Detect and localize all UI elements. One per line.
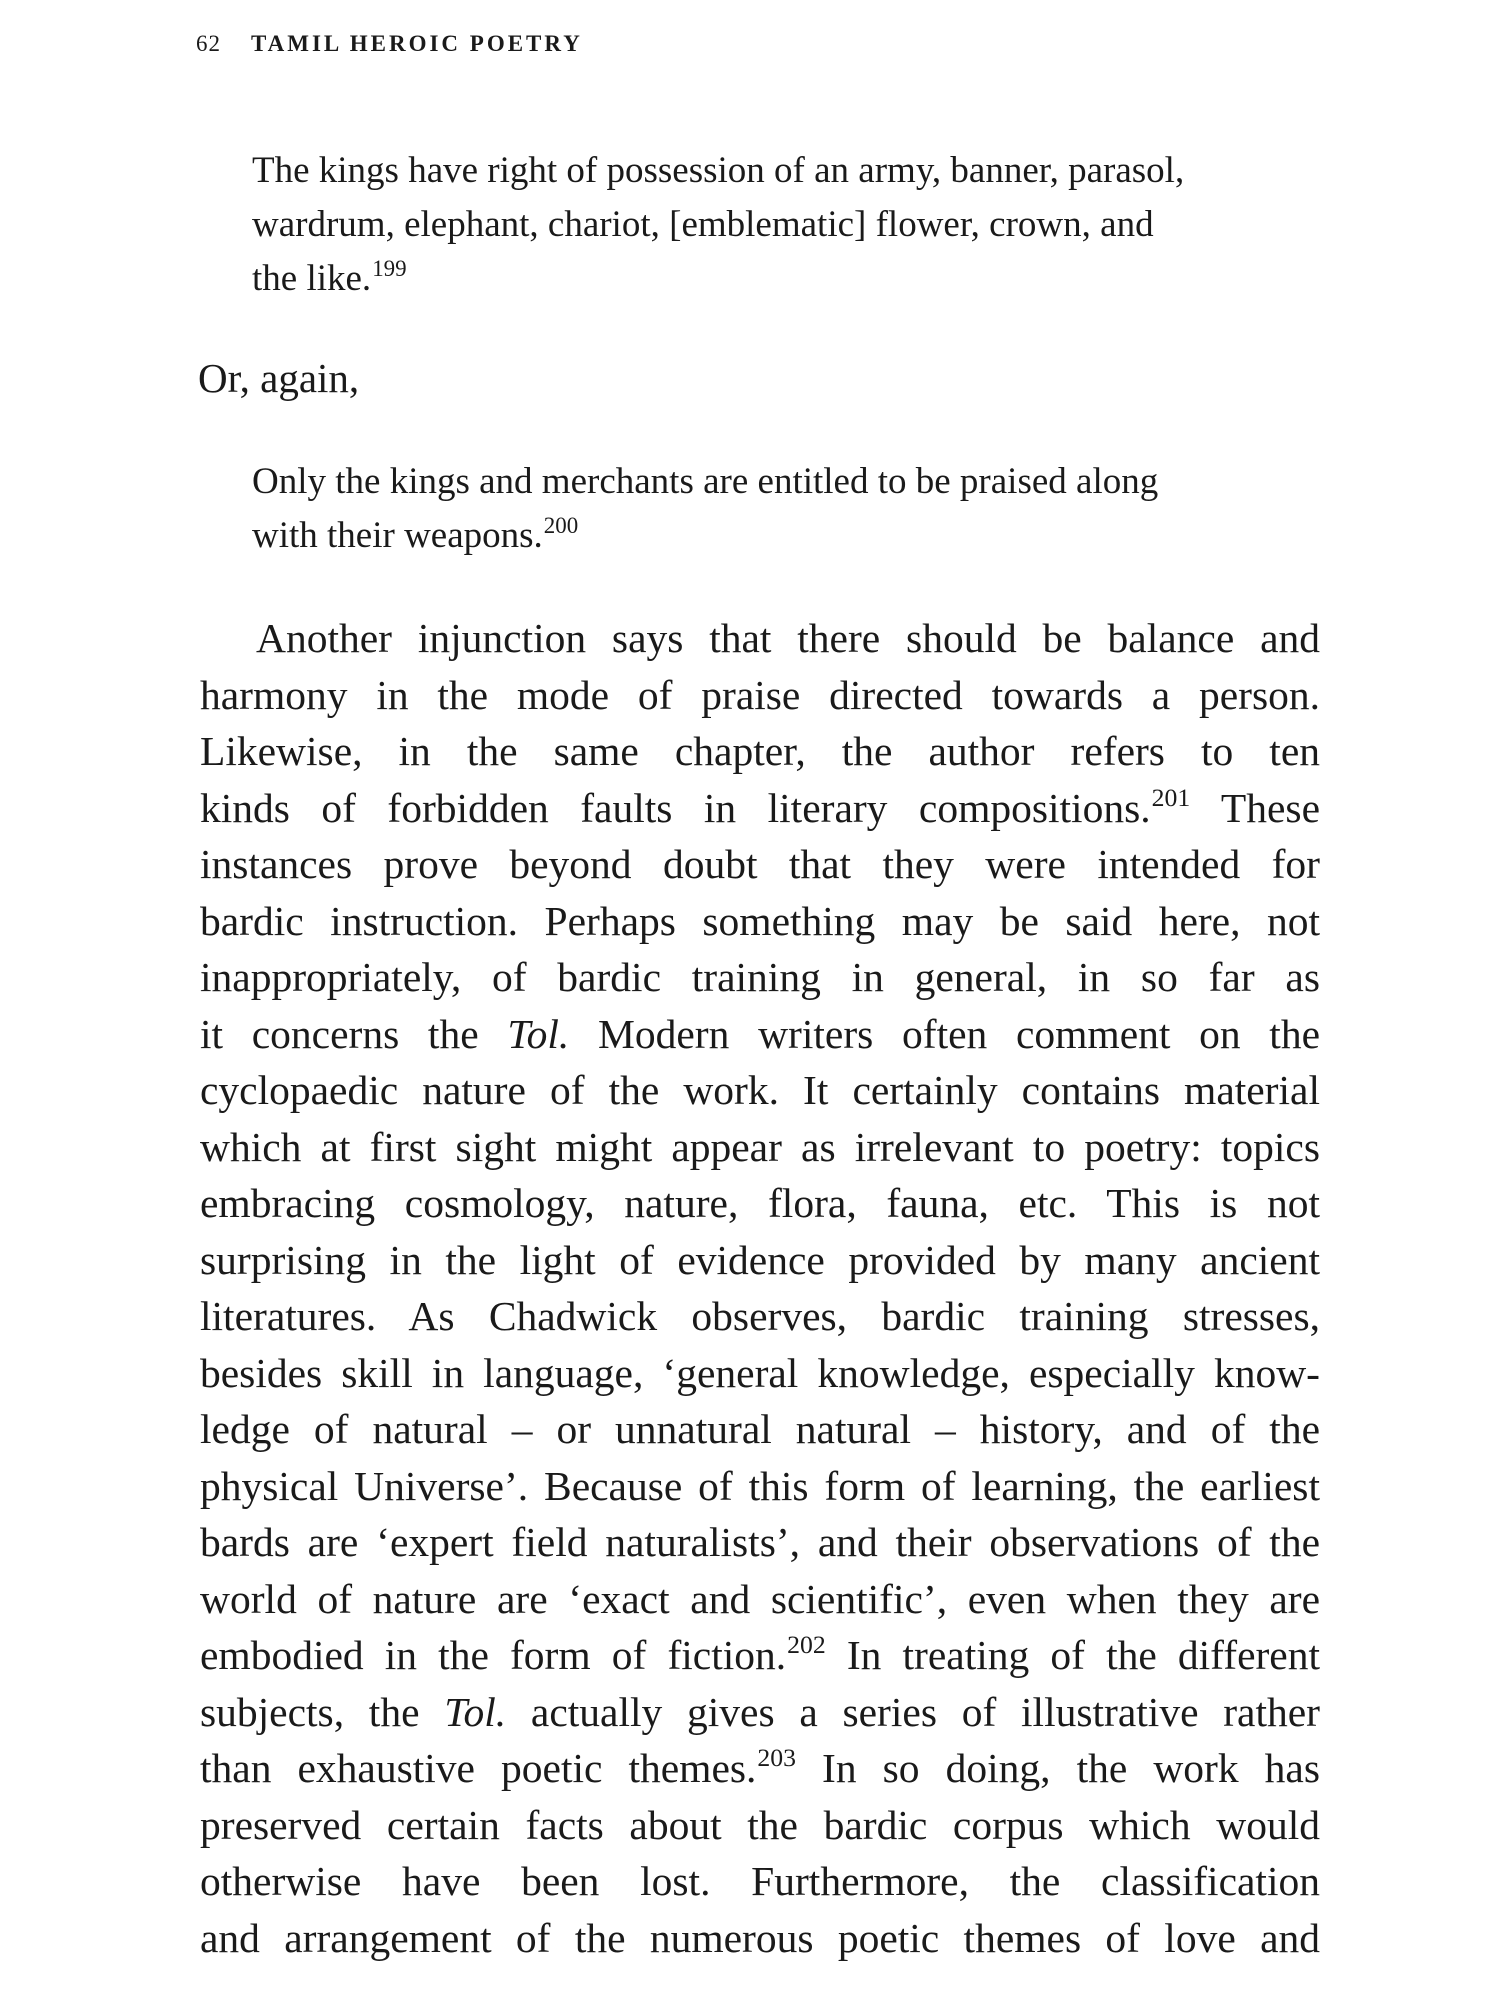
- quote-line: with their weapons.$^{200}$: [252, 512, 579, 556]
- quote-line: the like.$^{199}$: [252, 255, 407, 299]
- paragraph-line: instances prove beyond doubt that they were intended for: [200, 841, 1320, 887]
- paragraph-line: which at first sight might appear as irrelevant to poetry: topics: [200, 1123, 1320, 1170]
- quote-line: wardrum, elephant, chariot, [emblematic] flower, crown, and: [252, 204, 1154, 245]
- quote-line: The kings have right of possession of an army, banner, parasol,: [252, 150, 1185, 191]
- running-head-title: TAMIL HEROIC POETRY: [251, 31, 583, 56]
- page-number: 62: [196, 31, 221, 56]
- paragraph-line: preserved certain facts about the bardic corpus which would: [200, 1801, 1320, 1848]
- quote-line: Only the kings and merchants are entitled to be praised along: [252, 461, 1159, 502]
- paragraph-line: Another injunction says that there should be balance and: [256, 615, 1320, 661]
- paragraph-line: than exhaustive poetic themes.$^{203}$ In so doing, the work has: [200, 1743, 1320, 1791]
- footnote-ref-199: 199: [372, 255, 407, 281]
- work-title-tol: Tol.: [444, 1688, 507, 1735]
- paragraph-line: besides skill in language, ‘general knowledge, especially know-: [200, 1349, 1320, 1396]
- connector-text: Or, again,: [198, 355, 360, 401]
- paragraph-line: world of nature are ‘exact and scientific’, even when they are: [200, 1575, 1320, 1622]
- paragraph-line: kinds of forbidden faults in literary compositions.$^{201}$ These: [200, 782, 1321, 831]
- paragraph-line: it concerns the Tol. Modern writers often comment on the: [200, 1010, 1320, 1057]
- footnote-ref-201: 201: [1151, 782, 1191, 812]
- running-head: [196, 28, 583, 60]
- paragraph-line: embracing cosmology, nature, flora, fauna, etc. This is not: [200, 1180, 1320, 1226]
- block-quote-weapons: [252, 455, 1260, 563]
- paragraph-line: cyclopaedic nature of the work. It certainly contains material: [200, 1067, 1320, 1113]
- paragraph-line: physical Universe’. Because of this form of learning, the earliest: [200, 1462, 1320, 1509]
- block-quote-kings-possessions: [252, 144, 1260, 306]
- paragraph-line: inappropriately, of bardic training in general, in so far as: [200, 954, 1320, 1000]
- paragraph-line: literatures. As Chadwick observes, bardic training stresses,: [200, 1293, 1320, 1339]
- body-paragraph: [200, 610, 1320, 1966]
- paragraph-line: surprising in the light of evidence provided by many ancient: [200, 1236, 1320, 1283]
- paragraph-line: bardic instruction. Perhaps something may be said here, not: [200, 897, 1320, 944]
- paragraph-line: embodied in the form of fiction.$^{202}$ In treating of the different: [200, 1630, 1321, 1678]
- paragraph-line: bards are ‘expert field naturalists’, and their observations of the: [200, 1519, 1320, 1565]
- work-title-tol: Tol.: [507, 1010, 570, 1057]
- footnote-ref-200: 200: [543, 512, 579, 538]
- paragraph-line: subjects, the Tol. actually gives a series of illustrative rather: [200, 1688, 1320, 1735]
- paragraph-line: Likewise, in the same chapter, the author refers to ten: [200, 728, 1320, 774]
- paragraph-line: otherwise have been lost. Furthermore, the classification: [200, 1858, 1320, 1904]
- paragraph-line: ledge of natural – or unnatural natural – history, and of the: [200, 1406, 1320, 1452]
- paragraph-line: harmony in the mode of praise directed towards a person.: [200, 671, 1320, 718]
- footnote-ref-203: 203: [757, 1743, 796, 1773]
- paragraph-line: and arrangement of the numerous poetic themes of love and: [200, 1914, 1320, 1961]
- footnote-ref-202: 202: [787, 1630, 826, 1660]
